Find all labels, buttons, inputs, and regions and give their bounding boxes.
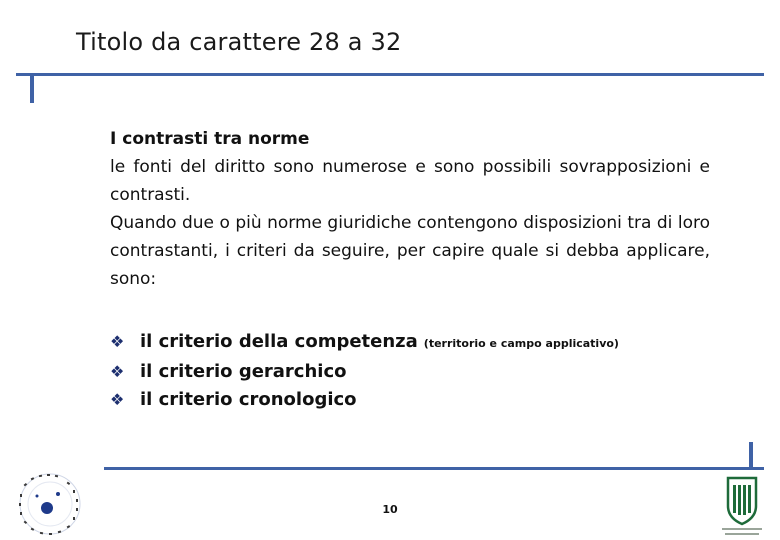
diamond-bullet-icon: ❖ <box>110 332 125 351</box>
institute-seal-logo-icon <box>14 470 86 538</box>
page-number: 10 <box>382 503 398 516</box>
criteria-list <box>110 328 619 414</box>
list-item-text: il criterio cronologico <box>140 389 357 410</box>
list-item-text: il criterio della competenza <box>140 331 418 352</box>
diamond-bullet-icon: ❖ <box>110 390 125 409</box>
list-item-text: il criterio gerarchico <box>140 361 347 382</box>
diamond-bullet-icon: ❖ <box>110 362 125 381</box>
bottom-divider <box>104 467 764 470</box>
paragraph-criteria: Quando due o più norme giuridiche contengono disposizioni tra di loro contrastanti, i criteri da seguire, per capire quale si debba applicare, sono: <box>110 213 710 289</box>
slide-body <box>110 125 710 293</box>
paragraph-intro: le fonti del diritto sono numerose e sono possibili sovrapposizioni e contrasti. <box>110 157 710 205</box>
list-item <box>110 358 619 386</box>
top-divider-tick <box>30 73 34 103</box>
bottom-divider-tick <box>749 442 753 468</box>
slide-title: Titolo da carattere 28 a 32 <box>76 28 402 56</box>
top-divider <box>16 73 764 76</box>
list-item <box>110 328 619 358</box>
list-item <box>110 386 619 414</box>
list-item-note: (territorio e campo applicativo) <box>423 337 619 350</box>
university-emblem-logo-icon <box>720 476 764 538</box>
section-heading: I contrasti tra norme <box>110 129 310 149</box>
